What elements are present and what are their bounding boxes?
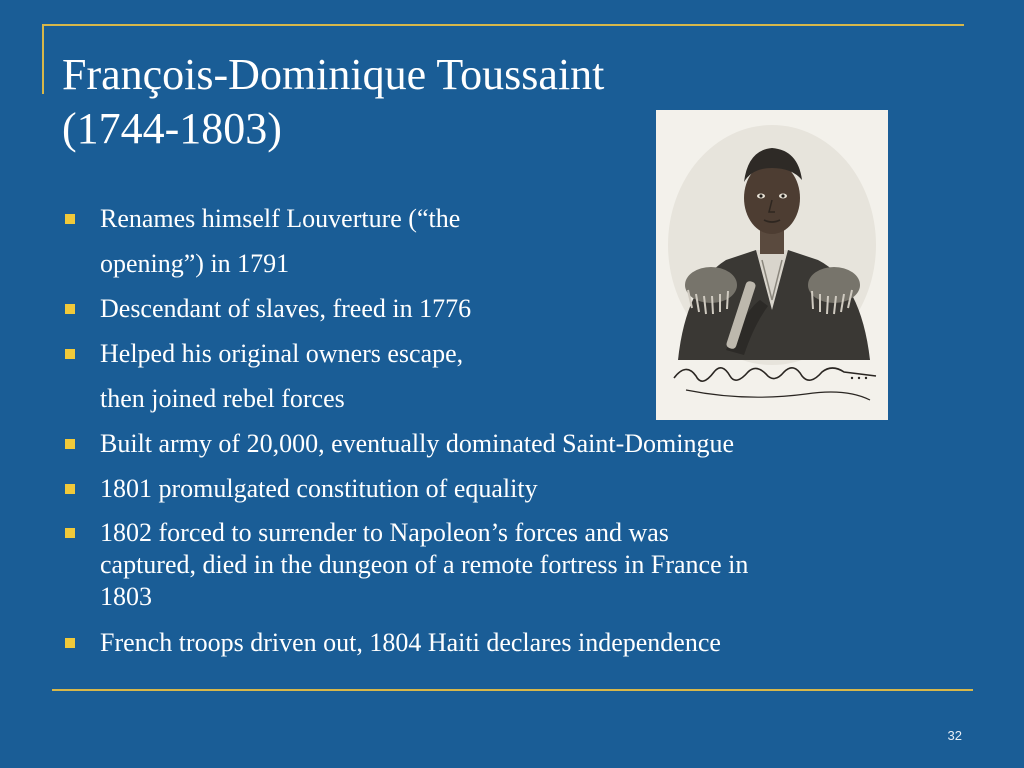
bullet-line: Helped his original owners escape, — [100, 339, 464, 368]
page-number: 32 — [947, 728, 962, 743]
list-item — [60, 620, 960, 665]
title-line-2: (1744-1803) — [62, 104, 282, 153]
bullet-line: then joined rebel forces — [100, 384, 345, 413]
bullet-line: French troops driven out, 1804 Haiti declares independence — [100, 628, 721, 657]
bullet-line: Renames himself Louverture (“the — [100, 204, 461, 233]
list-item — [60, 511, 960, 620]
bullet-line: 1802 forced to surrender to Napoleon’s forces and was — [100, 518, 669, 547]
bullet-line: Built army of 20,000, eventually dominated Saint-Domingue — [100, 429, 735, 458]
square-bullet-icon — [65, 439, 75, 449]
list-item — [60, 421, 960, 466]
left-rule — [42, 24, 44, 94]
bullet-line: opening”) in 1791 — [100, 249, 290, 278]
list-item — [60, 466, 960, 511]
square-bullet-icon — [65, 349, 75, 359]
bullet-line: 1801 promulgated constitution of equality — [100, 474, 538, 503]
bullet-line: captured, died in the dungeon of a remote fortress in France in — [100, 550, 749, 579]
list-item — [60, 196, 960, 286]
square-bullet-icon — [65, 304, 75, 314]
list-item — [60, 331, 960, 421]
square-bullet-icon — [65, 214, 75, 224]
square-bullet-icon — [65, 484, 75, 494]
top-rule — [42, 24, 964, 26]
title-line-1: François-Dominique Toussaint — [62, 50, 605, 99]
list-item — [60, 286, 960, 331]
bottom-rule — [52, 689, 973, 691]
bullet-line: 1803 — [100, 582, 152, 611]
bullet-list — [60, 196, 960, 665]
square-bullet-icon — [65, 528, 75, 538]
bullet-line: Descendant of slaves, freed in 1776 — [100, 294, 472, 323]
square-bullet-icon — [65, 638, 75, 648]
